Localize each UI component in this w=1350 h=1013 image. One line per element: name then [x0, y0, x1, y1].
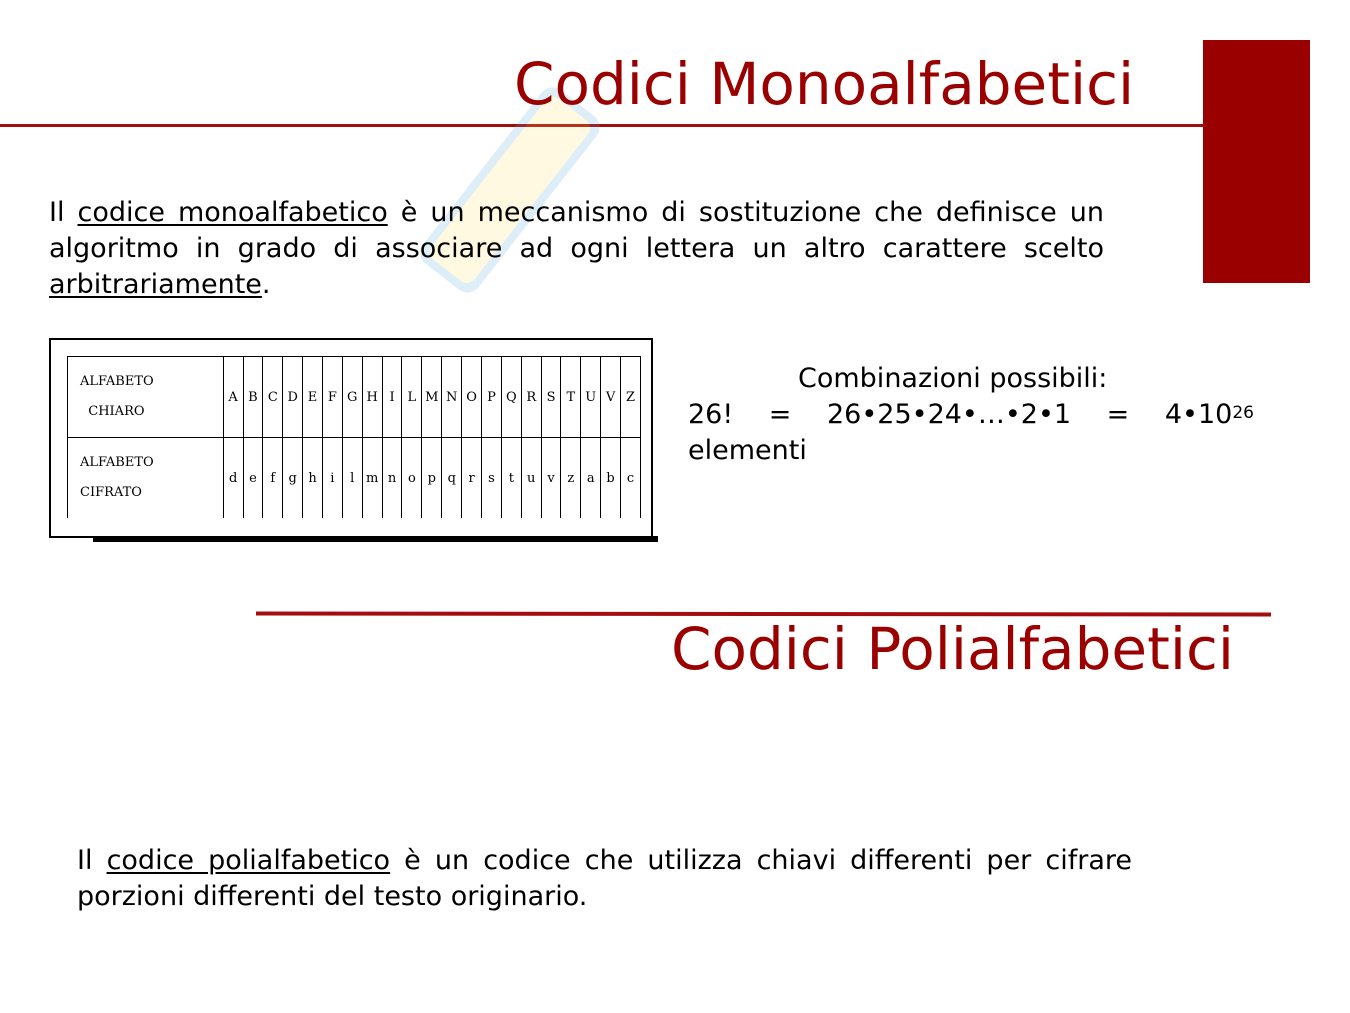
plain-letter-cell: R: [521, 357, 541, 438]
cipher-letter-cell: v: [541, 438, 561, 519]
cipher-letter-cell: t: [501, 438, 521, 519]
cipher-letter-cell: q: [442, 438, 462, 519]
label-chiaro: CHIARO: [88, 404, 145, 419]
combinations-heading: Combinazioni possibili:: [798, 363, 1108, 394]
link-codice-monoalfabetico[interactable]: codice monoalfabetico: [77, 197, 388, 228]
cipher-table-figure: [49, 338, 653, 538]
para1-pre: Il: [49, 197, 78, 228]
decorative-red-block: [1203, 40, 1310, 283]
paragraph-monoalfabetico: [49, 195, 1104, 303]
eq-exponent: 26: [1232, 403, 1254, 423]
eq-result: [1165, 397, 1254, 433]
plain-letter-cell: T: [561, 357, 581, 438]
cipher-letter-cell: n: [382, 438, 402, 519]
para1-mid: è un meccanismo di sostituzione che definisce un algoritmo in grado di associare ad ogni lettera un altro carattere scelto: [49, 197, 1105, 264]
cipher-letter-cell: i: [322, 438, 342, 519]
combinations-tail: elementi: [688, 435, 807, 466]
plain-letter-cell: L: [402, 357, 422, 438]
table-bottom-bar: [93, 536, 658, 542]
eq-part: =: [1106, 399, 1130, 430]
para1-post: .: [261, 269, 271, 300]
plain-letter-cell: M: [422, 357, 442, 438]
plain-letter-cell: Z: [621, 357, 641, 438]
cipher-letter-cell: h: [303, 438, 323, 519]
cipher-letter-cell: d: [223, 438, 243, 519]
plain-letter-cell: D: [283, 357, 303, 438]
cipher-letter-cell: m: [362, 438, 382, 519]
eq-part: 26•25•24•…•2•1: [827, 399, 1072, 430]
plain-letter-cell: O: [462, 357, 482, 438]
label-cifrato: CIFRATO: [80, 485, 142, 500]
paragraph-polialfabetico: [77, 843, 1132, 915]
eq-part: 26!: [688, 399, 734, 430]
plain-letter-cell: C: [263, 357, 283, 438]
cipher-letter-cell: o: [402, 438, 422, 519]
plain-letter-cell: V: [601, 357, 621, 438]
cipher-letter-cell: r: [462, 438, 482, 519]
plain-letter-cell: P: [482, 357, 502, 438]
title-monoalfabetici: Codici Monoalfabetici: [514, 50, 1135, 118]
plain-letter-cell: I: [382, 357, 402, 438]
combinations-equation: [688, 397, 1254, 433]
para2-pre: Il: [77, 845, 107, 876]
plain-letter-cell: S: [541, 357, 561, 438]
label-alfabeto: ALFABETO: [80, 455, 154, 470]
combinations-block: [688, 361, 1254, 469]
plain-letter-cell: Q: [501, 357, 521, 438]
plain-letter-cell: A: [223, 357, 243, 438]
label-alfabeto-chiaro: [68, 357, 224, 438]
plain-letter-cell: F: [322, 357, 342, 438]
title-underline-rule: [0, 124, 1206, 127]
eq-part: 4•10: [1164, 399, 1233, 430]
cipher-letter-cell: l: [342, 438, 362, 519]
cipher-letter-cell: u: [521, 438, 541, 519]
plain-letter-cell: N: [442, 357, 462, 438]
label-alfabeto-cifrato: [68, 438, 224, 519]
cipher-letter-cell: f: [263, 438, 283, 519]
plain-letter-cell: G: [342, 357, 362, 438]
link-arbitrariamente[interactable]: arbitrariamente: [49, 269, 262, 300]
title-polialfabetici: Codici Polialfabetici: [671, 615, 1234, 683]
label-alfabeto: ALFABETO: [80, 374, 154, 389]
plain-letter-cell: U: [581, 357, 601, 438]
cipher-letter-cell: c: [621, 438, 641, 519]
cipher-letter-cell: e: [243, 438, 263, 519]
link-codice-polialfabetico[interactable]: codice polialfabetico: [106, 845, 391, 876]
cipher-letter-cell: g: [283, 438, 303, 519]
eq-part: =: [768, 399, 792, 430]
cipher-letter-cell: a: [581, 438, 601, 519]
cipher-letter-cell: s: [482, 438, 502, 519]
plain-letter-cell: E: [303, 357, 323, 438]
cipher-table: [67, 356, 641, 518]
plain-letter-cell: H: [362, 357, 382, 438]
plain-letter-cell: B: [243, 357, 263, 438]
cipher-letter-cell: b: [601, 438, 621, 519]
cipher-letter-cell: z: [561, 438, 581, 519]
para2-post: è un codice che utilizza chiavi differenti per cifrare porzioni differenti del testo originario.: [77, 845, 1132, 912]
cipher-letter-cell: p: [422, 438, 442, 519]
